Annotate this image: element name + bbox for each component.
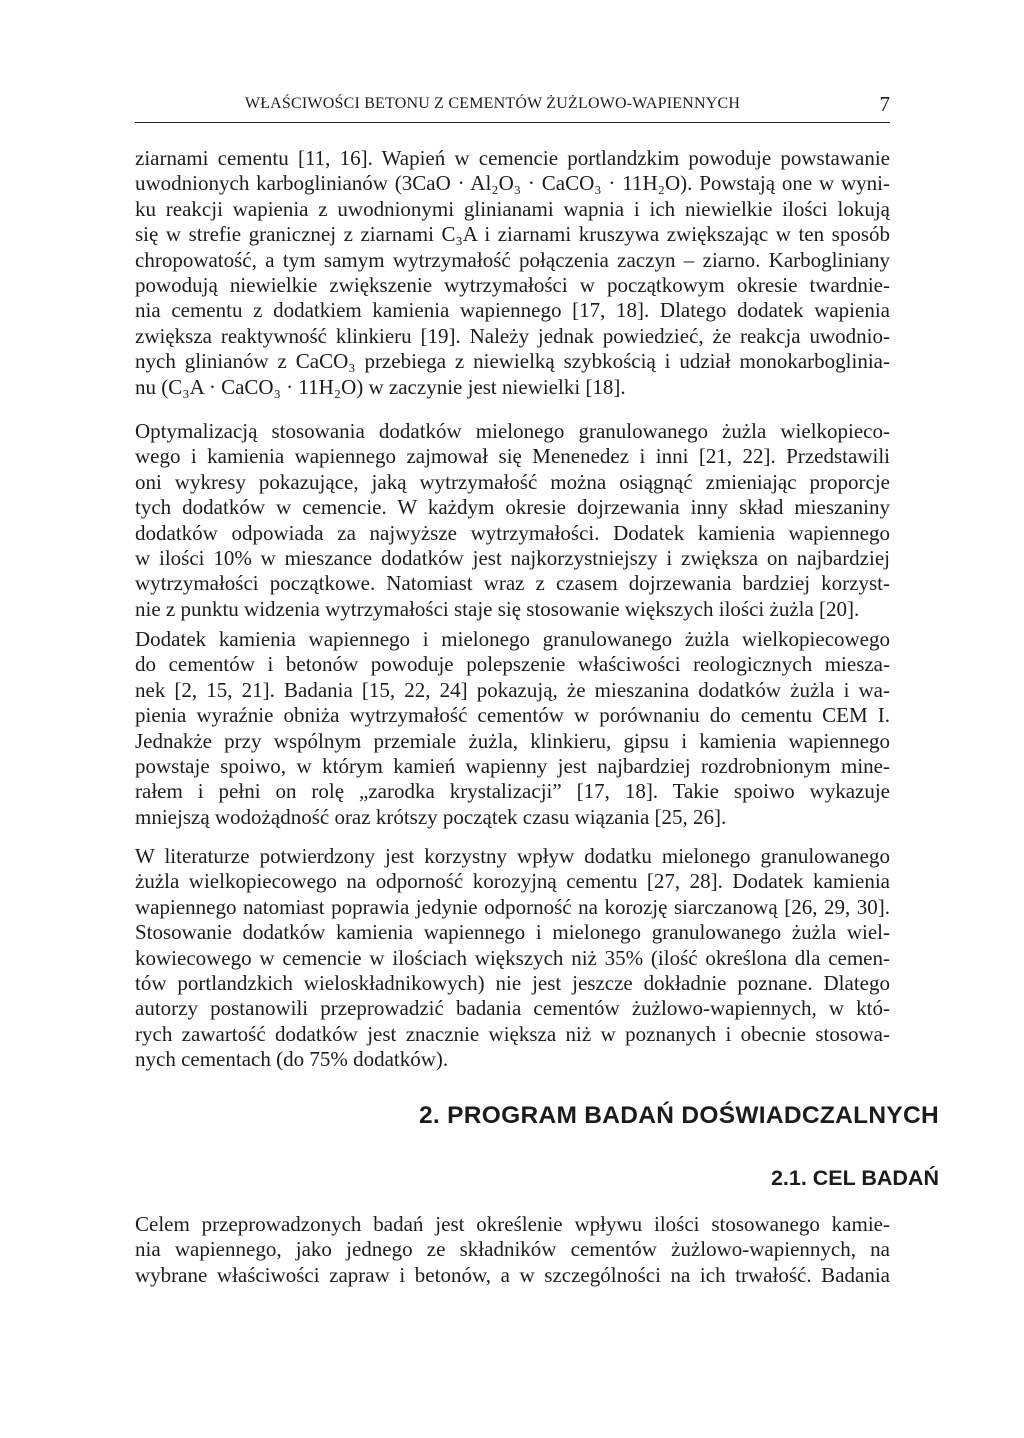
paragraph-line: Jednakże przy wspólnym przemiale żużla, klinkieru, gipsu i kamienia wapiennego bbox=[135, 728, 890, 753]
running-title: WŁAŚCIWOŚCI BETONU Z CEMENTÓW ŻUŻLOWO-WAPIENNYCH bbox=[244, 95, 741, 112]
paragraph-line: Dodatek kamienia wapiennego i mielonego granulowanego żużla wielkopiecowego bbox=[135, 627, 890, 651]
paragraph-line: mniejszą wodożądność oraz krótszy początek czasu wiązania [25, 26]. bbox=[135, 804, 727, 829]
paragraph-line: nych glinianów z CaCO₃ przebiega z niewielką szybkością i udział monokarboglinia- bbox=[135, 349, 890, 374]
paragraph-line: ku reakcji wapienia z uwodnionymi glinianami wapnia i ich niewielkie ilości lokują bbox=[135, 196, 890, 221]
paragraph-line: Stosowanie dodatków kamienia wapiennego i mielonego granulowanego żużla wiel- bbox=[135, 920, 890, 945]
paragraph-line: autorzy postanowili przeprowadzić badania cementów żużlowo-wapiennych, w któ- bbox=[135, 996, 890, 1021]
paragraph-line: do cementów i betonów powoduje polepszenie właściwości reologicznych miesza- bbox=[135, 652, 890, 677]
paragraph-line: żużla wielkopiecowego na odporność korozyjną cementu [27, 28]. Dodatek kamienia bbox=[135, 869, 890, 894]
paragraph-line: się w strefie granicznej z ziarnami C₃A i ziarnami kruszywa zwiększając w ten sposób bbox=[135, 222, 890, 247]
paragraph-line: powodują niewielkie zwiększenie wytrzymałości w początkowym okresie twardnie- bbox=[135, 273, 890, 298]
paragraph-line: uwodnionych karboglinianów (3CaO · Al₂O₃ · CaCO₃ · 11H₂O). Powstają one w wyni- bbox=[135, 171, 890, 196]
paragraph-line: wytrzymałości początkowe. Natomiast wraz z czasem dojrzewania bardziej korzyst- bbox=[135, 571, 890, 596]
paragraph-1 bbox=[135, 146, 890, 400]
paragraph-2 bbox=[135, 419, 890, 622]
paragraph-line: tów portlandzkich wieloskładnikowych) nie jest jeszcze dokładnie poznane. Dlatego bbox=[135, 971, 890, 996]
paragraph-line: nia cementu z dodatkiem kamienia wapiennego [17, 18]. Dlatego dodatek wapienia bbox=[135, 298, 890, 323]
paragraph-line: nek [2, 15, 21]. Badania [15, 22, 24] pokazują, że mieszanina dodatków żużla i wa- bbox=[135, 677, 890, 702]
paragraph-line: pienia wyraźnie obniża wytrzymałość cementów w porównaniu do cementu CEM I. bbox=[135, 703, 890, 728]
paragraph-4 bbox=[135, 844, 890, 1073]
paragraph-line: rałem i pełni on rolę „zarodka krystalizacji” [17, 18]. Takie spoiwo wykazuje bbox=[135, 779, 890, 804]
paragraph-line: nych cementach (do 75% dodatków). bbox=[135, 1047, 449, 1072]
running-header bbox=[135, 92, 890, 123]
paragraph-line: wapiennego natomiast poprawia jedynie odporność na korozję siarczanową [26, 29, 30]. bbox=[135, 894, 890, 919]
paragraph-line: chropowatość, a tym samym wytrzymałość połączenia zaczyn – ziarno. Karbogliniany bbox=[135, 247, 890, 272]
paragraph-line: Celem przeprowadzonych badań jest określenie wpływu ilości stosowanego kamie- bbox=[135, 1212, 890, 1236]
paragraph-line: wybrane właściwości zapraw i betonów, a w szczególności na ich trwałość. Badania bbox=[135, 1262, 890, 1287]
paragraph-line: ziarnami cementu [11, 16]. Wapień w cemencie portlandzkim powoduje powstawanie bbox=[135, 146, 890, 170]
subsection-heading: 2.1. CEL BADAŃ bbox=[770, 1166, 939, 1190]
section-paragraph bbox=[135, 1212, 890, 1288]
paragraph-line: nu (C₃A · CaCO₃ · 11H₂O) w zaczynie jest niewielki [18]. bbox=[135, 374, 626, 399]
paragraph-line: Optymalizacją stosowania dodatków mielonego granulowanego żużla wielkopieco- bbox=[135, 419, 890, 443]
paragraph-line: w ilości 10% w mieszance dodatków jest najkorzystniejszy i zwiększa on najbardziej bbox=[135, 546, 890, 571]
paragraph-line: oni wykresy pokazujące, jaką wytrzymałość można osiągnąć zmieniając proporcje bbox=[135, 469, 890, 494]
paragraph-line: nie z punktu widzenia wytrzymałości staje się stosowanie większych ilości żużla [20]. bbox=[135, 596, 860, 621]
page-number: 7 bbox=[879, 92, 890, 116]
paragraph-line: kowiecowego w cemencie w ilościach większych niż 35% (ilość określona dla cemen- bbox=[135, 945, 890, 970]
paragraph-line: nia wapiennego, jako jednego ze składników cementów żużlowo-wapiennych, na bbox=[135, 1237, 890, 1262]
section-heading: 2. PROGRAM BADAŃ DOŚWIADCZALNYCH bbox=[418, 1102, 939, 1129]
paragraph-line: powstaje spoiwo, w którym kamień wapienny jest najbardziej rozdrobnionym mine- bbox=[135, 754, 890, 779]
paragraph-line: dodatków odpowiada za najwyższe wytrzymałości. Dodatek kamienia wapiennego bbox=[135, 520, 890, 545]
paragraph-3 bbox=[135, 627, 890, 830]
paragraph-line: W literaturze potwierdzony jest korzystny wpływ dodatku mielonego granulowanego bbox=[135, 844, 890, 868]
paragraph-line: tych dodatków w cemencie. W każdym okresie dojrzewania inny skład mieszaniny bbox=[135, 495, 890, 520]
paragraph-line: zwiększa reaktywność klinkieru [19]. Należy jednak powiedzieć, że reakcja uwodnio- bbox=[135, 323, 890, 348]
paragraph-line: wego i kamienia wapiennego zajmował się Menenedez i inni [21, 22]. Przedstawili bbox=[135, 444, 890, 469]
paragraph-line: rych zawartość dodatków jest znacznie większa niż w poznanych i obecnie stosowa- bbox=[135, 1021, 890, 1046]
